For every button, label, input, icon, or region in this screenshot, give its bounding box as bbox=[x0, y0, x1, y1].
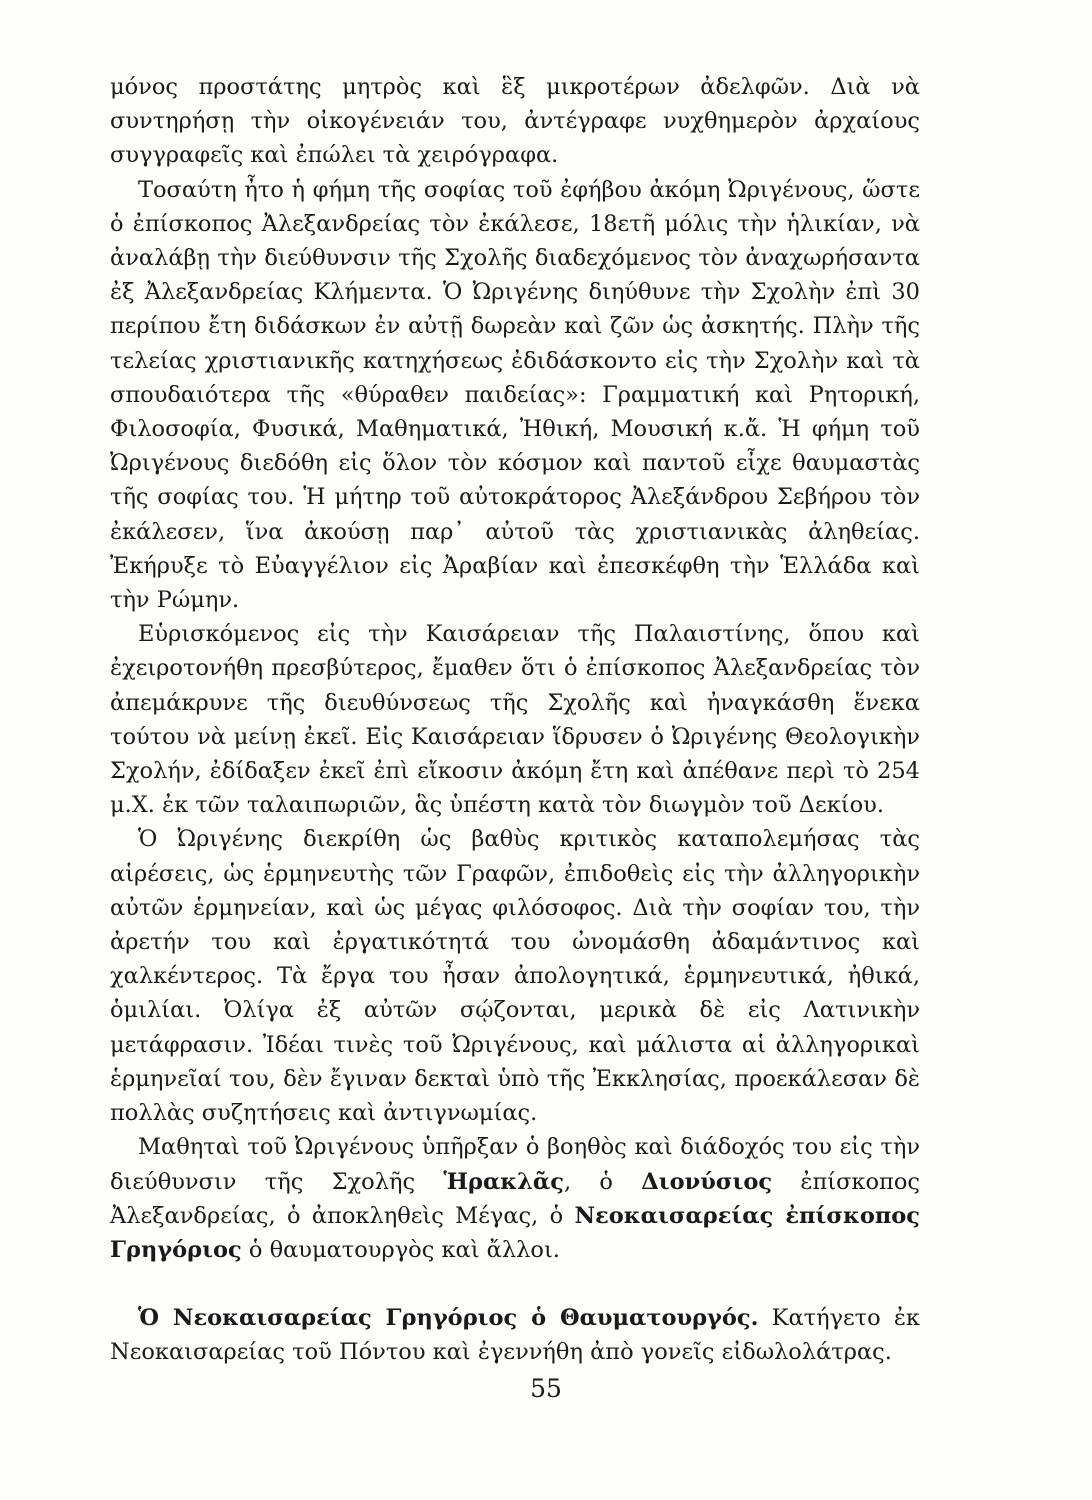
name-gregorios: Νεοκαισαρείας ἐπίσκοπος Γρηγόριος bbox=[110, 1202, 920, 1263]
paragraph-4: Ὁ Ὠριγένης διεκρίθη ὡς βαθὺς κριτικὸς καταπολεμήσας τὰς αἱρέσεις, ὡς ἑρμηνευτὴς τῶν Γραφῶν, ἐπιδοθεὶς εἰς τὴν ἀλληγορικὴν αὐτῶν ἑρμηνείαν, καὶ ὡς μέγας φιλόσοφος. Διὰ τὴν σοφίαν του, τὴν ἀρετήν του καὶ ἐργατικότητά του ὠνομάσθη ἀδαμάντινος καὶ χαλκέντερος. Τὰ ἔργα του ἦσαν ἀπολογητικά, ἑρμηνευτικά, ἠθικά, ὁμιλίαι. Ὀλίγα ἐξ αὐτῶν σῴζονται, μερικὰ δὲ εἰς Λατινικὴν μετάφρασιν. Ἰδέαι τινὲς τοῦ Ὠριγένους, καὶ μάλιστα αἱ ἀλληγορικαὶ ἑρμηνεῖαί του, δὲν ἔγιναν δεκταὶ ὑπὸ τῆς Ἐκκλησίας, προεκάλεσαν δὲ πολλὰς συζητήσεις καὶ ἀντιγνωμίας. bbox=[110, 826, 920, 1127]
section-heading: Ὁ Νεοκαισαρείας Γρηγόριος ὁ Θαυματουργός. bbox=[138, 1305, 759, 1332]
body-text bbox=[110, 70, 920, 1370]
paragraph-5-before: Μαθηταὶ τοῦ Ὠριγένους ὑπῆρξαν ὁ βοηθὸς καὶ διάδοχός του εἰς τὴν διεύθυνσιν τῆς Σχολῆς bbox=[110, 1134, 920, 1195]
paragraph-3: Εὑρισκόμενος εἰς τὴν Καισάρειαν τῆς Παλαιστίνης, ὅπου καὶ ἐχειροτονήθη πρεσβύτερος, ἔμαθεν ὅτι ὁ ἐπίσκοπος Ἀλεξανδρείας τὸν ἀπεμάκρυνε τῆς διευθύνσεως τῆς Σχολῆς καὶ ἠναγκάσθη ἕνεκα τούτου νὰ μείνῃ ἐκεῖ. Εἰς Καισάρειαν ἵδρυσεν ὁ Ὠριγένης Θεολογικὴν Σχολήν, ἐδίδαξεν ἐκεῖ ἐπὶ εἴκοσιν ἀκόμη ἔτη καὶ ἀπέθανε περὶ τὸ 254 μ.Χ. ἐκ τῶν ταλαιπωριῶν, ἃς ὑπέστη κατὰ τὸν διωγμὸν τοῦ Δεκίου. bbox=[110, 621, 920, 819]
paragraph-5-mid1: , ὁ bbox=[563, 1168, 642, 1195]
name-dionysios: Διονύσιος bbox=[641, 1168, 773, 1195]
paragraph-1: μόνος προστάτης μητρὸς καὶ ἓξ μικροτέρων ἀδελφῶν. Διὰ νὰ συντηρήσῃ τὴν οἰκογένειάν του, ἀντέγραφε νυχθημερὸν ἀρχαίους συγγραφεῖς καὶ ἐπώλει τὰ χειρόγραφα. bbox=[110, 74, 920, 169]
paragraph-5-mid2: ἐπίσκοπος Ἀλεξανδρείας, ὁ ἀποκληθεὶς Μέγας, ὁ bbox=[110, 1168, 920, 1229]
paragraph-6 bbox=[110, 1301, 920, 1369]
paragraph-5-after: ὁ θαυματουργὸς καὶ ἄλλοι. bbox=[241, 1236, 560, 1263]
paragraph-6-text: Κατήγετο ἐκ Νεοκαισαρείας τοῦ Πόντου καὶ ἐγεννήθη ἀπὸ γονεῖς εἰδωλολάτρας. bbox=[110, 1305, 920, 1366]
paragraph-5 bbox=[110, 1130, 920, 1267]
paragraph-2: Τοσαύτη ἦτο ἡ φήμη τῆς σοφίας τοῦ ἐφήβου ἀκόμη Ὠριγένους, ὥστε ὁ ἐπίσκοπος Ἀλεξανδρείας τὸν ἐκάλεσε, 18ετῆ μόλις τὴν ἡλικίαν, νὰ ἀναλάβῃ τὴν διεύθυνσιν τῆς Σχολῆς διαδεχόμενος τὸν ἀναχωρήσαντα ἐξ Ἀλεξανδρείας Κλήμεντα. Ὁ Ὠριγένης διηύθυνε τὴν Σχολὴν ἐπὶ 30 περίπου ἔτη διδάσκων ἐν αὐτῇ δωρεὰν καὶ ζῶν ὡς ἀσκητής. Πλὴν τῆς τελείας χριστιανικῆς κατηχήσεως ἐδιδάσκοντο εἰς τὴν Σχολὴν καὶ τὰ σπουδαιότερα τῆς «θύραθεν παιδείας»: Γραμματική καὶ Ρητορική, Φιλοσοφία, Φυσικά, Μαθηματικά, Ἠθική, Μουσική κ.ἄ. Ἡ φήμη τοῦ Ὠριγένους διεδόθη εἰς ὅλον τὸν κόσμον καὶ παντοῦ εἶχε θαυμαστὰς τῆς σοφίας του. Ἡ μήτηρ τοῦ αὐτοκράτορος Ἀλεξάνδρου Σεβήρου τὸν ἐκάλεσεν, ἵνα ἀκούσῃ παρ᾿ αὐτοῦ τὰς χριστιανικὰς ἀληθείας. Ἐκήρυξε τὸ Εὐαγγέλιον εἰς Ἀραβίαν καὶ ἐπεσκέφθη τὴν Ἑλλάδα καὶ τὴν Ρώμην. bbox=[110, 176, 920, 614]
page-number: 55 bbox=[530, 1374, 562, 1403]
name-heraklas: Ἡρακλᾶς bbox=[443, 1168, 564, 1195]
